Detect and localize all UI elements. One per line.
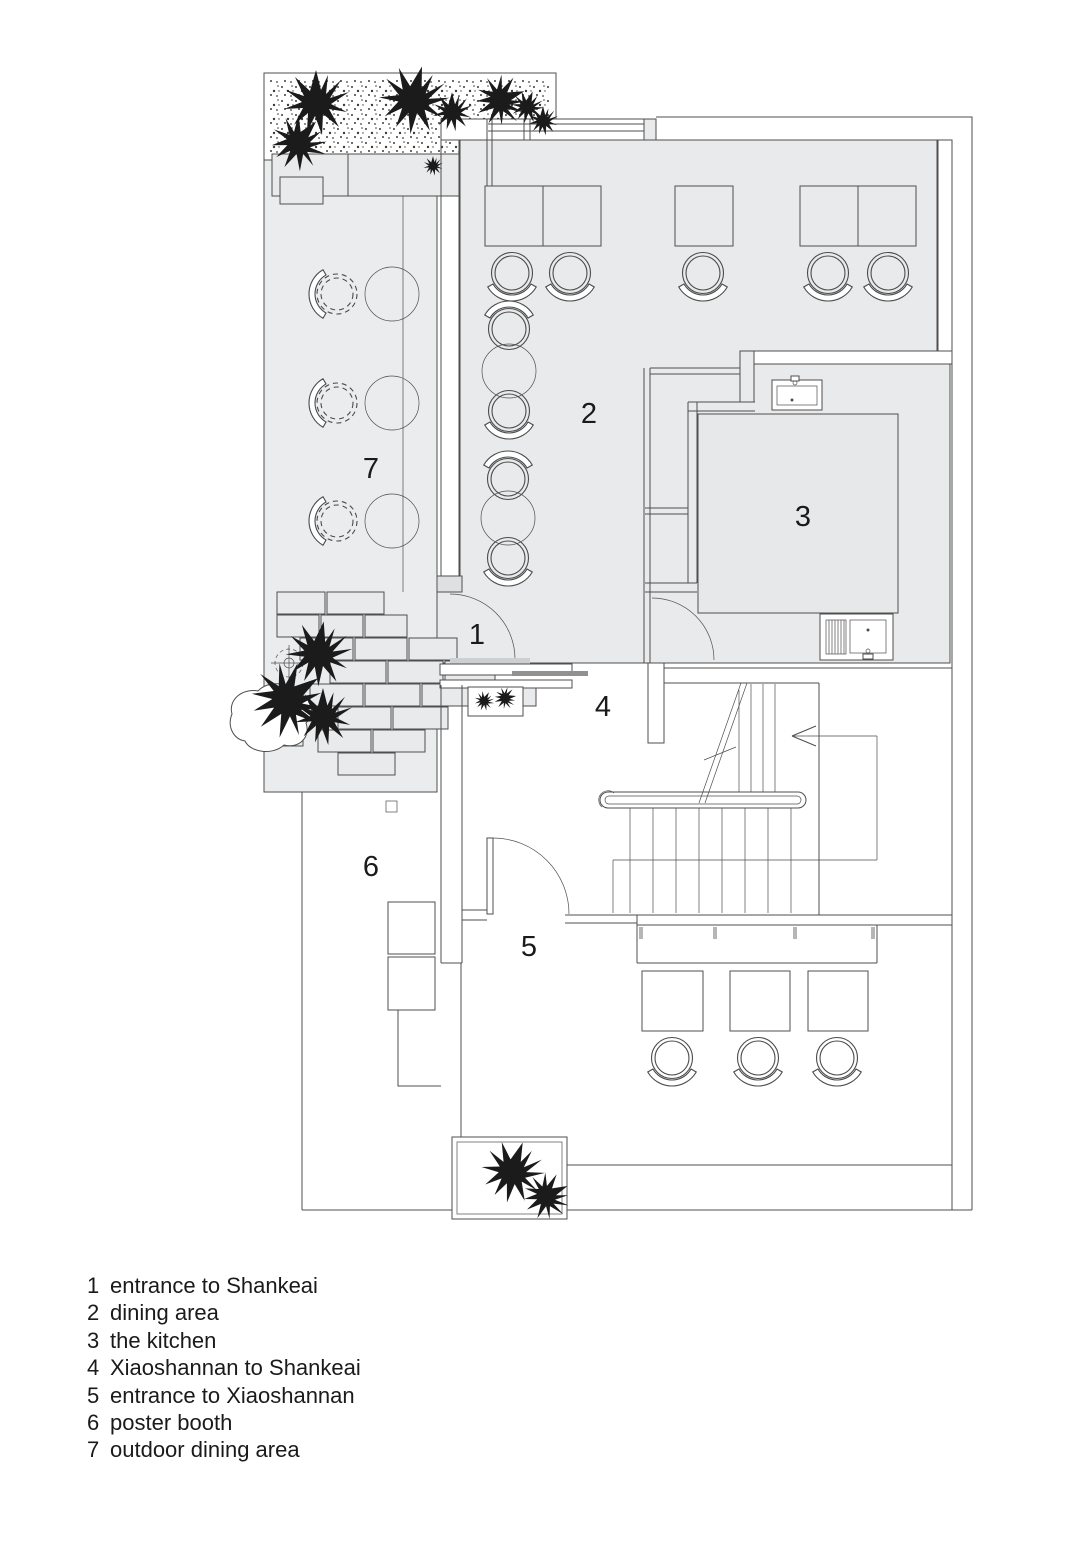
square-table bbox=[485, 186, 543, 246]
legend-item-4 bbox=[87, 1354, 361, 1381]
legend-label: poster booth bbox=[110, 1410, 233, 1436]
upper-treads bbox=[739, 684, 775, 792]
square-table bbox=[675, 186, 733, 246]
square-table bbox=[543, 186, 601, 246]
area-label-6: 6 bbox=[362, 851, 380, 883]
sink-bottom bbox=[820, 614, 893, 660]
legend-item-1 bbox=[87, 1272, 361, 1299]
handrail bbox=[600, 792, 806, 808]
sink-top bbox=[772, 376, 822, 410]
square-table bbox=[642, 971, 703, 1031]
stairs bbox=[565, 663, 952, 923]
legend-item-3 bbox=[87, 1327, 361, 1354]
square-table bbox=[808, 971, 868, 1031]
legend-label: outdoor dining area bbox=[110, 1437, 300, 1463]
direction-line bbox=[792, 736, 877, 860]
chair-icon bbox=[734, 1038, 783, 1087]
legend-label: entrance to Shankeai bbox=[110, 1273, 318, 1298]
legend-num: 3 bbox=[87, 1327, 100, 1353]
chair-icon bbox=[813, 1038, 862, 1087]
area-label-5: 5 bbox=[520, 931, 538, 963]
legend-item-7 bbox=[87, 1436, 361, 1463]
lower-treads bbox=[630, 808, 791, 913]
entrance-5 bbox=[487, 838, 569, 914]
legend-label: dining area bbox=[110, 1300, 219, 1326]
area-label-1: 1 bbox=[468, 619, 486, 651]
legend-num: 4 bbox=[87, 1355, 100, 1381]
booth-box bbox=[388, 957, 435, 1010]
legend-num: 5 bbox=[87, 1382, 100, 1408]
square-table bbox=[858, 186, 916, 246]
chair-icon bbox=[648, 1038, 697, 1087]
legend-num: 6 bbox=[87, 1410, 100, 1436]
lower-terrace bbox=[637, 915, 952, 1086]
legend-num: 1 bbox=[87, 1273, 100, 1298]
legend-label: Xiaoshannan to Shankeai bbox=[110, 1355, 361, 1381]
door-swing-arc bbox=[493, 838, 569, 914]
booth-box bbox=[388, 902, 435, 954]
poster-booth bbox=[386, 801, 461, 1140]
legend-num: 2 bbox=[87, 1300, 100, 1326]
legend-label: entrance to Xiaoshannan bbox=[110, 1382, 355, 1408]
area-label-2: 2 bbox=[580, 398, 598, 430]
legend bbox=[87, 1272, 361, 1464]
door-leaf bbox=[487, 838, 493, 914]
legend-label: the kitchen bbox=[110, 1327, 217, 1353]
legend-num: 7 bbox=[87, 1437, 100, 1463]
legend-item-2 bbox=[87, 1299, 361, 1326]
legend-item-5 bbox=[87, 1382, 361, 1409]
break-line bbox=[699, 683, 747, 803]
square-table bbox=[800, 186, 858, 246]
area-label-7: 7 bbox=[362, 453, 380, 485]
dining-tables bbox=[485, 186, 916, 246]
legend-item-6 bbox=[87, 1409, 361, 1436]
area-label-4: 4 bbox=[594, 691, 612, 723]
square-table bbox=[730, 971, 790, 1031]
area-label-3: 3 bbox=[794, 501, 812, 533]
